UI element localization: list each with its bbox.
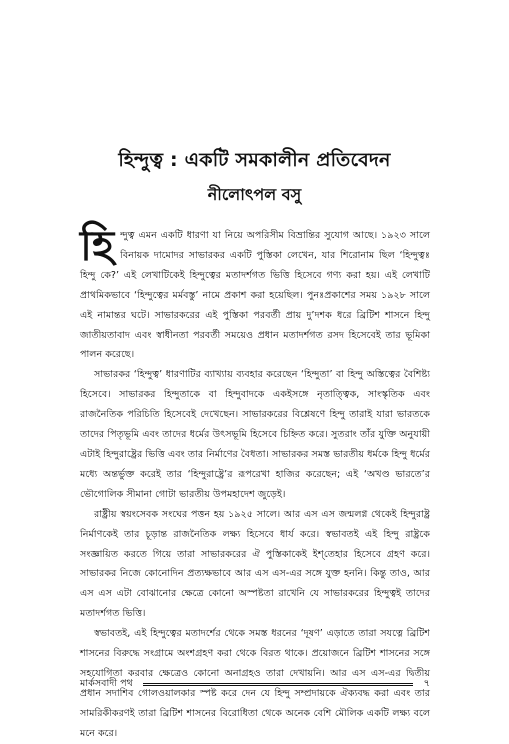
paragraph-3: রাষ্ট্রীয় স্বয়ংসেবক সংঘের পত্তন হয় ১৯২৫ সালে। আর এস এস জন্মলগ্ন থেকেই হিন্দুরাষ্ট্র নির্মাণকেই তার চূড়ান্ত রাজনৈতিক লক্ষ্য হিসেবে ধার্য করে। স্বভাবতই এই হিন্দু রাষ্ট্রকে সংজ্ঞায়িত করতে গিয়ে তারা সাভারকরের ঐ পুস্তিকাকেই ইশ্‌তেহার হিসেবে গ্রহণ করে। সাভারকর নিজে কোনোদিন প্রত্যক্ষভাবে আর এস এস-এর সঙ্গে যুক্ত হননি। কিন্তু তাও, আর এস এস এটা বোঝানোর ক্ষেত্রে কোনো অস্পষ্টতা রাখেনি যে সাভারকরের হিন্দুত্বই তাদের মতাদর্শগত ভিত্তি। xyxy=(80,508,430,620)
article-title: হিন্দুত্ব : একটি সমকালীন প্রতিবেদন xyxy=(118,149,391,171)
footer-rule xyxy=(143,683,414,686)
drop-cap: হি xyxy=(80,221,115,270)
article-body xyxy=(80,221,430,744)
article-author: নীলোৎপল বসু xyxy=(207,185,302,204)
paragraph-2: সাভারকর ‘হিন্দুত্ব’ ধারণাটির ব্যাখ্যায় ব্যবহার করেছেন ‘হিন্দুতা’ বা হিন্দু অস্তিত্বের বৈশিষ্ট্য হিসেবে। সাভারকর হিন্দুতাকে বা হিন্দুবাদকে একইসঙ্গে নৃতাত্ত্বিক, সাংস্কৃতিক এবং রাজনৈতিক পরিচিতি হিসেবেই দেখেছেন। সাভারকরের বিশ্লেষণে হিন্দু তারাই যারা ভারতকে তাদের পিতৃভূমি এবং তাদের ধর্মের উৎসভূমি হিসেবে চিহ্নিত করে। সুতরাং তাঁর যুক্তি অনুযায়ী এটাই হিন্দুরাষ্ট্রের ভিত্তি এবং তার নির্মাণের বৈধতা। সাভারকর সমস্ত ভারতীয় ধর্মকে হিন্দু ধর্মের মধ্যে অন্তর্ভুক্ত করেই তার ‘হিন্দুরাষ্ট্রে’র রূপরেখা হাজির করেছেন; এই ‘অখণ্ড ভারতে’র ভৌগোলিক সীমানা গোটা ভারতীয় উপমহাদেশ জুড়েই। xyxy=(80,369,430,500)
page-footer xyxy=(80,676,430,692)
publication-name: মার্কসবাদী পথ xyxy=(80,677,133,689)
page-number: ৭ xyxy=(423,677,430,689)
paragraph-1-text: ন্দুত্ব এমন একটি ধারণা যা নিয়ে অপরিসীম বিভ্রান্তির সুযোগ আছে। ১৯২৩ সালে বিনায়ক দামোদর সাভারকর একটি পুস্তিকা লেখেন, যার শিরোনাম ছিল ‘হিন্দুত্বঃ হিন্দু কে?’ এই লেখাটিকেই হিন্দুত্বের মতাদর্শগত ভিত্তি হিসেবে গণ্য করা হয়। এই লেখাটি প্রাথমিকভাবে ‘হিন্দুত্বের মর্মবস্তু’ নামে প্রকাশ করা হয়েছিল। পুনঃপ্রকাশের সময় ১৯২৮ সালে এই নামান্তর ঘটে। সাভারকরের এই পুস্তিকা পরবর্তী প্রায় দু’দশক ধরে ব্রিটিশ শাসনে হিন্দু জাতীয়তাবাদ এবং স্বাধীনতা পরবর্তী সময়েও প্রধান মতাদর্শগত রসদ হিসেবেই তার ভূমিকা পালন করেছে। xyxy=(80,230,430,361)
paragraph-4: স্বভাবতই, এই হিন্দুত্বের মতাদর্শের থেকে সমস্ত ধরনের ‘দূষণ’ এড়াতে তারা সযত্নে ব্রিটিশ শাসনের বিরুদ্ধে সংগ্রামে অংশগ্রহণ করা থেকে বিরত থাকে। প্রয়োজনে ব্রিটিশ শাসনের সঙ্গে সহযোগিতা করবার ক্ষেত্রেও কোনো অনাগ্রহও তারা দেখায়নি। আর এস এস-এর দ্বিতীয় প্রধান সদাশিব গোলওয়ালকার স্পষ্ট করে দেন যে হিন্দু সম্প্রদায়কে ঐক্যবদ্ধ করা এবং তার সামরিকীকরণই তারা ব্রিটিশ শাসনের বিরোধিতা থেকে অনেক বেশি মৌলিক একটি লক্ষ্য বলে মনে করে। xyxy=(80,628,430,739)
paragraph-1 xyxy=(80,221,430,365)
